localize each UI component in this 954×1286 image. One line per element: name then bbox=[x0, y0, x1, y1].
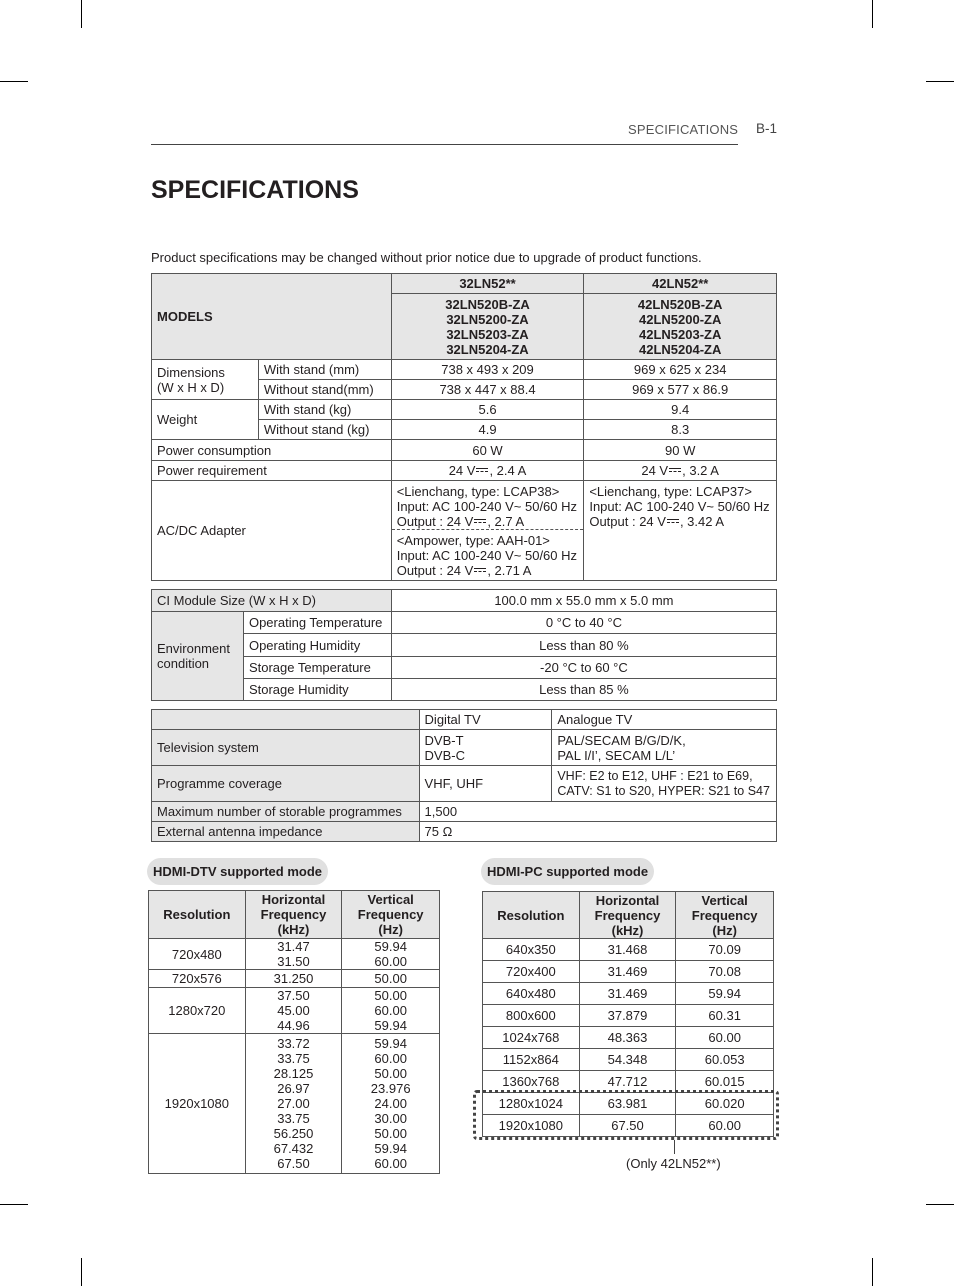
antenna-impedance-value: 75 Ω bbox=[419, 822, 776, 842]
freq: 50.00 bbox=[374, 988, 407, 1003]
adapter-32-lienchang bbox=[392, 481, 584, 530]
pc-resolution: 1152x864 bbox=[483, 1049, 580, 1071]
freq: 33.75 bbox=[277, 1051, 310, 1066]
head-line: Frequency bbox=[260, 907, 327, 922]
current: , 2.7 A bbox=[487, 514, 525, 529]
environment-label bbox=[152, 612, 244, 701]
header-rule bbox=[151, 144, 738, 145]
model-head-42: 42LN52** bbox=[584, 274, 777, 294]
model-item: 32LN5204-ZA bbox=[446, 341, 529, 357]
dtv-vertical bbox=[342, 939, 440, 970]
tv-system-digital bbox=[419, 730, 552, 766]
freq: 56.250 bbox=[273, 1126, 314, 1141]
weight-with-stand-label: With stand (kg) bbox=[258, 400, 391, 420]
pc-resolution: 640x350 bbox=[483, 939, 580, 961]
digital-tv-head: Digital TV bbox=[419, 710, 552, 730]
ci-module-value: 100.0 mm x 55.0 mm x 5.0 mm bbox=[391, 590, 776, 612]
pc-resolution: 1360x768 bbox=[483, 1071, 580, 1093]
adapter-line: <Lienchang, type: LCAP37> bbox=[589, 484, 752, 499]
dtv-resolution: 1280x720 bbox=[149, 988, 246, 1034]
intro-text: Product specifications may be changed without prior notice due to upgrade of product functions. bbox=[151, 250, 702, 265]
tv-system-label: Television system bbox=[152, 730, 420, 766]
dtv-vertical: 50.00 bbox=[342, 970, 440, 988]
env-row-name: Storage Humidity bbox=[243, 679, 391, 701]
env-row-name: Operating Temperature bbox=[243, 612, 391, 634]
voltage: Output : 24 V bbox=[396, 563, 474, 578]
page-number: B-1 bbox=[756, 121, 778, 136]
power-requirement-42 bbox=[584, 461, 777, 481]
power-consumption-32: 60 W bbox=[391, 440, 584, 461]
env-row-value: -20 °C to 60 °C bbox=[391, 657, 776, 679]
freq: 31.47 bbox=[277, 939, 310, 954]
model-list-32 bbox=[391, 294, 584, 360]
freq: 45.00 bbox=[277, 1003, 310, 1018]
freq: 60.00 bbox=[374, 1156, 407, 1171]
voltage: 24 V bbox=[448, 463, 476, 478]
freq: 30.00 bbox=[374, 1111, 407, 1126]
adapter-line bbox=[397, 514, 579, 529]
head-line: Frequency bbox=[357, 907, 424, 922]
env-row-value: 0 °C to 40 °C bbox=[391, 612, 776, 634]
head-line: (Hz) bbox=[712, 922, 737, 938]
dim-without-stand-32: 738 x 447 x 88.4 bbox=[391, 380, 584, 400]
dtv-head-vertical bbox=[342, 891, 440, 939]
pc-resolution: 720x400 bbox=[483, 961, 580, 983]
current: , 3.2 A bbox=[682, 463, 719, 478]
freq: 59.94 bbox=[374, 1018, 407, 1033]
crop-mark bbox=[872, 1258, 873, 1286]
dtv-resolution: 1920x1080 bbox=[149, 1034, 246, 1174]
dim-without-stand-label: Without stand(mm) bbox=[258, 380, 391, 400]
page-title: SPECIFICATIONS bbox=[151, 176, 359, 204]
pc-vertical: 60.31 bbox=[676, 1005, 774, 1027]
running-header-section: SPECIFICATIONS bbox=[628, 122, 739, 137]
freq: 44.96 bbox=[277, 1018, 310, 1033]
environment-spec-table bbox=[151, 589, 777, 701]
model-item: 32LN520B-ZA bbox=[445, 296, 530, 312]
tv-corner-cell bbox=[152, 710, 420, 730]
environment-label-line2: condition bbox=[157, 656, 210, 671]
pc-vertical: 60.00 bbox=[676, 1027, 774, 1049]
table-row bbox=[483, 939, 774, 961]
freq: 60.00 bbox=[374, 1051, 407, 1066]
freq: 67.50 bbox=[277, 1156, 310, 1171]
dtv-horizontal bbox=[245, 1034, 342, 1174]
power-consumption-label: Power consumption bbox=[152, 440, 392, 461]
dim-without-stand-42: 969 x 577 x 86.9 bbox=[584, 380, 777, 400]
voltage: 24 V bbox=[641, 463, 669, 478]
freq: 59.94 bbox=[374, 939, 407, 954]
adapter-line bbox=[397, 563, 579, 578]
voltage: Output : 24 V bbox=[589, 514, 666, 529]
freq: 50.00 bbox=[374, 1066, 407, 1081]
pc-vertical: 60.020 bbox=[676, 1093, 774, 1115]
dc-symbol-icon bbox=[474, 519, 486, 525]
dc-symbol-icon bbox=[669, 468, 681, 474]
model-head-32: 32LN52** bbox=[391, 274, 584, 294]
voltage: Output : 24 V bbox=[396, 514, 474, 529]
adapter-line: Input: AC 100-240 V~ 50/60 Hz bbox=[396, 499, 578, 514]
adapter-line: Input: AC 100-240 V~ 50/60 Hz bbox=[396, 548, 578, 563]
adapter-line bbox=[589, 514, 771, 529]
tv-system-analogue-line: PAL I/I’, SECAM L/L’ bbox=[557, 747, 676, 763]
tv-system-analogue-line: PAL/SECAM B/G/D/K, bbox=[557, 732, 686, 748]
coverage-analogue-line: CATV: S1 to S20, HYPER: S21 to S47 bbox=[557, 783, 770, 798]
crop-mark bbox=[0, 81, 28, 82]
head-line: Frequency bbox=[594, 907, 661, 923]
note-leader-line bbox=[674, 1140, 675, 1154]
current: , 3.42 A bbox=[679, 514, 725, 529]
max-programmes-value: 1,500 bbox=[419, 802, 776, 822]
env-row-value: Less than 85 % bbox=[391, 679, 776, 701]
head-line: Frequency bbox=[691, 907, 758, 923]
crop-mark bbox=[0, 1204, 28, 1205]
pc-horizontal: 31.469 bbox=[579, 983, 676, 1005]
pc-head-horizontal bbox=[579, 892, 676, 939]
environment-label-line1: Environment bbox=[157, 641, 230, 656]
freq: 33.72 bbox=[277, 1036, 310, 1051]
weight-without-stand-42: 8.3 bbox=[584, 420, 777, 440]
model-item: 42LN5204-ZA bbox=[638, 341, 722, 357]
model-list-42 bbox=[584, 294, 777, 360]
dtv-head-horizontal bbox=[245, 891, 342, 939]
models-label: MODELS bbox=[152, 274, 392, 360]
freq: 24.00 bbox=[374, 1096, 407, 1111]
pc-resolution: 1920x1080 bbox=[483, 1115, 580, 1137]
max-programmes-label: Maximum number of storable programmes bbox=[152, 802, 420, 822]
env-row-value: Less than 80 % bbox=[391, 634, 776, 657]
table-row bbox=[483, 1049, 774, 1071]
pc-horizontal: 67.50 bbox=[579, 1115, 676, 1137]
head-line: (Hz) bbox=[378, 922, 403, 937]
adapter-line: <Lienchang, type: LCAP38> bbox=[396, 484, 560, 499]
pc-horizontal: 54.348 bbox=[579, 1049, 676, 1071]
dim-with-stand-32: 738 x 493 x 209 bbox=[391, 360, 584, 380]
crop-mark bbox=[81, 1258, 82, 1286]
dtv-resolution: 720x576 bbox=[149, 970, 246, 988]
dimensions-label-line2: (W x H x D) bbox=[157, 379, 225, 395]
table-row bbox=[483, 983, 774, 1005]
analogue-tv-head: Analogue TV bbox=[552, 710, 777, 730]
pc-resolution: 1280x1024 bbox=[483, 1093, 580, 1115]
weight-with-stand-32: 5.6 bbox=[391, 400, 584, 420]
table-row bbox=[149, 939, 440, 970]
model-item: 32LN5200-ZA bbox=[446, 311, 529, 327]
dc-symbol-icon bbox=[474, 568, 486, 574]
dtv-vertical bbox=[342, 988, 440, 1034]
adapter-32-ampower bbox=[392, 530, 584, 580]
current: , 2.71 A bbox=[487, 563, 532, 578]
freq: 26.97 bbox=[277, 1081, 310, 1096]
crop-mark bbox=[926, 1204, 954, 1205]
weight-label: Weight bbox=[152, 400, 259, 440]
dim-with-stand-42: 969 x 625 x 234 bbox=[584, 360, 777, 380]
freq: 33.75 bbox=[277, 1111, 310, 1126]
dtv-horizontal bbox=[245, 939, 342, 970]
programme-coverage-analogue bbox=[552, 766, 777, 802]
power-consumption-42: 90 W bbox=[584, 440, 777, 461]
dimensions-label bbox=[152, 360, 259, 400]
power-requirement-label: Power requirement bbox=[152, 461, 392, 481]
head-line: Vertical bbox=[701, 892, 748, 908]
programme-coverage-digital: VHF, UHF bbox=[419, 766, 552, 802]
table-row bbox=[149, 988, 440, 1034]
tv-system-analogue bbox=[552, 730, 777, 766]
crop-mark bbox=[81, 0, 82, 28]
pc-resolution: 640x480 bbox=[483, 983, 580, 1005]
freq: 59.94 bbox=[374, 1141, 407, 1156]
weight-with-stand-42: 9.4 bbox=[584, 400, 777, 420]
dtv-horizontal: 31.250 bbox=[245, 970, 342, 988]
dtv-horizontal bbox=[245, 988, 342, 1034]
pc-vertical: 60.053 bbox=[676, 1049, 774, 1071]
models-spec-table bbox=[151, 273, 777, 581]
head-line: (kHz) bbox=[611, 922, 644, 938]
pc-horizontal: 31.468 bbox=[579, 939, 676, 961]
freq: 27.00 bbox=[277, 1096, 310, 1111]
model-item: 42LN5200-ZA bbox=[638, 311, 722, 327]
env-row-name: Storage Temperature bbox=[243, 657, 391, 679]
table-row bbox=[149, 1034, 440, 1174]
dc-symbol-icon bbox=[667, 519, 679, 525]
dc-symbol-icon bbox=[476, 468, 488, 474]
dtv-head-resolution: Resolution bbox=[149, 891, 246, 939]
hdmi-dtv-table bbox=[148, 890, 440, 1174]
freq: 28.125 bbox=[273, 1066, 314, 1081]
pc-resolution: 1024x768 bbox=[483, 1027, 580, 1049]
pc-vertical: 70.08 bbox=[676, 961, 774, 983]
pc-horizontal: 48.363 bbox=[579, 1027, 676, 1049]
freq: 67.432 bbox=[273, 1141, 314, 1156]
table-row bbox=[149, 970, 440, 988]
adapter-line: Input: AC 100-240 V~ 50/60 Hz bbox=[589, 499, 770, 514]
model-item: 42LN520B-ZA bbox=[637, 296, 723, 312]
freq: 59.94 bbox=[374, 1036, 407, 1051]
freq: 23.976 bbox=[370, 1081, 411, 1096]
head-line: (kHz) bbox=[277, 922, 310, 937]
weight-without-stand-32: 4.9 bbox=[391, 420, 584, 440]
dtv-resolution: 720x480 bbox=[149, 939, 246, 970]
crop-mark bbox=[926, 81, 954, 82]
head-line: Horizontal bbox=[261, 892, 326, 907]
programme-coverage-label: Programme coverage bbox=[152, 766, 420, 802]
freq: 60.00 bbox=[374, 1003, 407, 1018]
table-row bbox=[483, 1027, 774, 1049]
dim-with-stand-label: With stand (mm) bbox=[258, 360, 391, 380]
freq: 60.00 bbox=[374, 954, 407, 969]
ci-module-label: CI Module Size (W x H x D) bbox=[152, 590, 392, 612]
freq: 31.50 bbox=[277, 954, 310, 969]
pc-horizontal: 47.712 bbox=[579, 1071, 676, 1093]
hdmi-dtv-title: HDMI-DTV supported mode bbox=[147, 858, 328, 885]
pc-vertical: 60.00 bbox=[676, 1115, 774, 1137]
table-row bbox=[483, 1005, 774, 1027]
tv-system-digital-line: DVB-T bbox=[424, 732, 464, 748]
coverage-analogue-line: VHF: E2 to E12, UHF : E21 to E69, bbox=[557, 768, 753, 783]
antenna-impedance-label: External antenna impedance bbox=[152, 822, 420, 842]
pc-horizontal: 31.469 bbox=[579, 961, 676, 983]
tv-system-digital-line: DVB-C bbox=[424, 747, 465, 763]
pc-head-resolution: Resolution bbox=[483, 892, 580, 939]
hdmi-pc-title: HDMI-PC supported mode bbox=[481, 858, 654, 885]
pc-vertical: 59.94 bbox=[676, 983, 774, 1005]
pc-vertical: 70.09 bbox=[676, 939, 774, 961]
dimensions-label-line1: Dimensions bbox=[157, 364, 225, 380]
model-item: 42LN5203-ZA bbox=[638, 326, 722, 342]
adapter-label: AC/DC Adapter bbox=[152, 481, 392, 581]
adapter-line: <Ampower, type: AAH-01> bbox=[396, 533, 550, 548]
adapter-42 bbox=[584, 481, 777, 581]
pc-vertical: 60.015 bbox=[676, 1071, 774, 1093]
only-42-highlight bbox=[473, 1090, 779, 1140]
only-42-note: (Only 42LN52**) bbox=[626, 1156, 721, 1171]
pc-head-vertical bbox=[676, 892, 774, 939]
weight-without-stand-label: Without stand (kg) bbox=[258, 420, 391, 440]
pc-resolution: 800x600 bbox=[483, 1005, 580, 1027]
freq: 50.00 bbox=[374, 1126, 407, 1141]
env-row-name: Operating Humidity bbox=[243, 634, 391, 657]
head-line: Vertical bbox=[367, 892, 414, 907]
pc-horizontal: 63.981 bbox=[579, 1093, 676, 1115]
power-requirement-32 bbox=[391, 461, 584, 481]
adapter-32 bbox=[391, 481, 584, 581]
table-row bbox=[483, 961, 774, 983]
tv-spec-table bbox=[151, 709, 777, 842]
dtv-vertical bbox=[342, 1034, 440, 1174]
head-line: Horizontal bbox=[595, 892, 660, 908]
model-item: 32LN5203-ZA bbox=[446, 326, 529, 342]
crop-mark bbox=[872, 0, 873, 28]
current: , 2.4 A bbox=[489, 463, 527, 478]
pc-horizontal: 37.879 bbox=[579, 1005, 676, 1027]
freq: 37.50 bbox=[277, 988, 310, 1003]
